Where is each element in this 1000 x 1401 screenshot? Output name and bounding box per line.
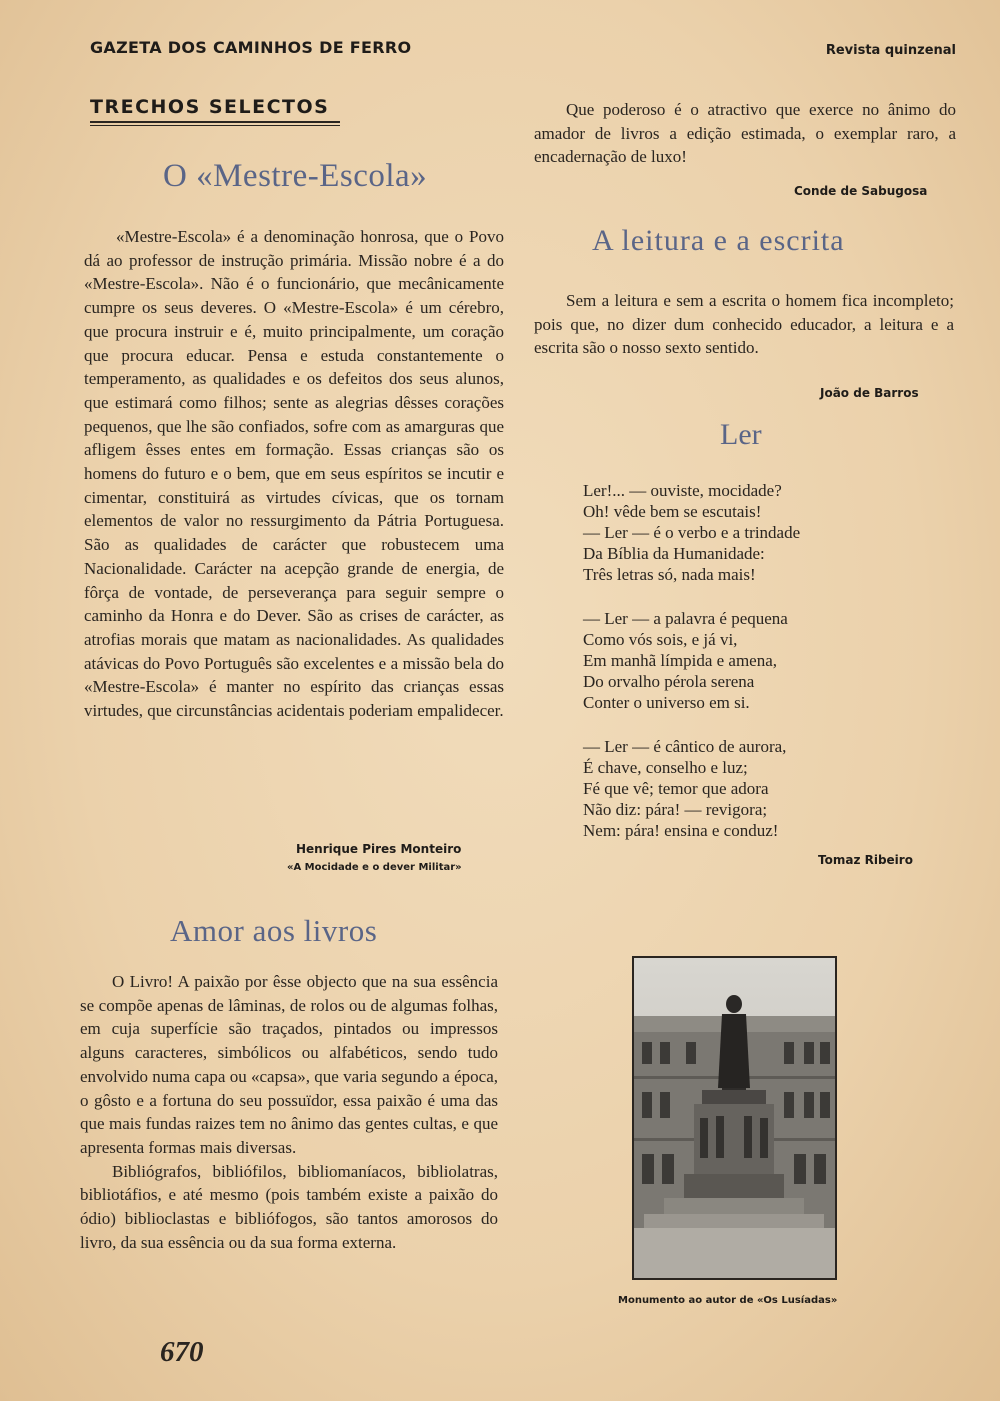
poem-title-ler: Ler [720,418,762,451]
quote-author-sabugosa: Conde de Sabugosa [794,184,928,198]
poem-stanza [583,480,800,585]
quote-text: Que poderoso é o atractivo que exerce no ânimo do amador de livros a edição estimada, o exemplar raro, a encadernação de luxo! [534,100,956,167]
poem-line: Em manhã límpida e amena, [583,651,778,670]
section-title: TRECHOS SELECTOS [90,96,330,118]
article-title-leitura-escrita: A leitura e a escrita [592,224,845,257]
poem-line: Do orvalho pérola serena [583,672,755,691]
article-title-mestre-escola: O «Mestre-Escola» [163,158,428,194]
poem-line: Conter o universo em si. [583,693,750,712]
poem-line: Da Bíblia da Humanidade: [583,544,765,563]
article-body-amor-livros [80,970,498,1254]
poem-line: Não diz: pára! — revigora; [583,800,768,819]
section-title-underline-thin [90,125,340,126]
poem-line: — Ler — a palavra é pequena [583,609,788,628]
article-paragraph: Bibliógrafos, bibliófilos, bibliomaníacos, bibliolatras, bibliotáfios, e até mesmo (pois também existe a paixão do ódio) biblioclastas e bibliófogos, são tantos amorosos do livro, da sua essência ou da sua forma externa. [80,1161,498,1252]
page-number: 670 [160,1336,204,1368]
article-body-mestre-escola [84,225,504,723]
poem-line: Como vós sois, e já vi, [583,630,738,649]
monument-photo [632,956,837,1280]
publication-frequency: Revista quinzenal [825,43,956,58]
poem-author-ler: Tomaz Ribeiro [818,853,913,867]
poem-stanza [583,608,800,713]
quote-sabugosa [534,98,956,169]
monument-photo-drawing [634,958,835,1278]
poem-stanza [583,736,800,841]
poem-line: — Ler — é cântico de aurora, [583,737,787,756]
poem-line: — Ler — é o verbo e a trindade [583,523,801,542]
poem-ler [583,480,800,864]
publication-title: GAZETA DOS CAMINHOS DE FERRO [90,38,412,57]
article-paragraph: Sem a leitura e sem a escrita o homem fica incompleto; pois que, no dizer dum conhecido educador, a leitura e a escrita são o nosso sexto sentido. [534,291,954,358]
poem-line: Nem: pára! ensina e conduz! [583,821,779,840]
article-body-leitura-escrita [534,289,954,360]
article-paragraph: «Mestre-Escola» é a denominação honrosa, que o Povo dá ao professor de instrução primária. Missão nobre é a do «Mestre-Escola». Não é o funcionário, que mecânicamente cumpre os seus deveres. O «Mestre-Escola» é um cérebro, que procura instruir e é, muito principalmente, um coração que procura educar. Pensa e estuda constantemente o temperamento, as qualidades e os defeitos dos seus alunos, que estimará como filhos; sente as alegrias dêsses corações pequenos, que lhe são confiados, sofre com as amarguras que afligem êsses entes em formação. Essas crianças são os homens do futuro e o bem, que em seus espíritos se incutir e cimentar, constituirá as virtudes cívicas, que os tornam elementos de valor no ressurgimento da Pátria Portuguesa. São as qualidades de carácter que robustecem uma Nacionalidade. Carácter na acepção grande de energia, de fôrça de vontade, de perseverança para seguir sempre o caminho da Honra e do Dever. São as crises de carácter, as atrofias morais que matam as nacionalidades. As qualidades atávicas do Povo Português são excelentes e a missão bela do «Mestre-Escola» é manter no espírito das crianças essas virtudes, que circunstâncias acidentais poderiam empalidecer. [84,227,504,721]
poem-line: Oh! vêde bem se escutais! [583,502,762,521]
poem-line: Ler!... — ouviste, mocidade? [583,481,782,500]
poem-line: Fé que vê; temor que adora [583,779,769,798]
section-title-underline [90,121,340,123]
article-paragraph: O Livro! A paixão por êsse objecto que na sua essência se compõe apenas de lâminas, de rolos ou de algumas folhas, em cuja superfície são traçados, pintados ou impressos alguns caracteres, simbólicos ou alfabéticos, sendo tudo envolvido numa capa ou «capsa», que varia segundo a época, o gôsto e a fortuna do seu possuïdor, essa paixão é uma das que mais fundas raizes tem no ânimo das gentes cultas, e que apresenta formas mais diversas. [80,972,498,1157]
photo-caption: Monumento ao autor de «Os Lusíadas» [618,1295,838,1306]
poem-line: Três letras só, nada mais! [583,565,756,584]
article-author-mestre-escola: Henrique Pires Monteiro [296,842,462,856]
article-author-leitura-escrita: João de Barros [820,386,919,400]
article-source-mestre-escola: «A Mocidade e o dever Militar» [287,862,462,873]
poem-line: É chave, conselho e luz; [583,758,748,777]
article-title-amor-livros: Amor aos livros [170,913,378,948]
